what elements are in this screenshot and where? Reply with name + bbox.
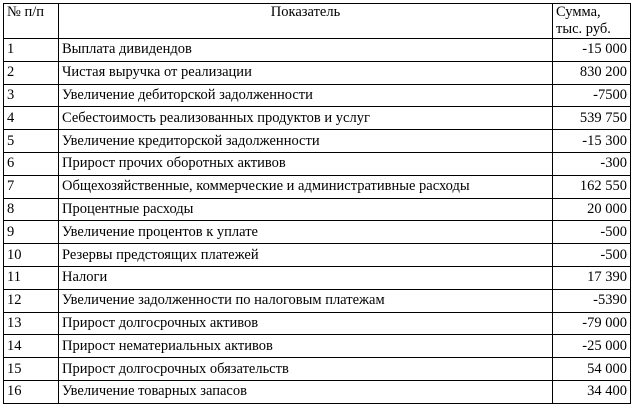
row-number: 8 xyxy=(4,198,59,221)
row-number: 10 xyxy=(4,244,59,267)
table-body xyxy=(4,39,631,404)
row-number: 16 xyxy=(4,380,59,403)
row-number: 14 xyxy=(4,335,59,358)
table-row xyxy=(4,39,631,62)
row-sum: -15 000 xyxy=(553,39,631,62)
row-number: 6 xyxy=(4,152,59,175)
table-row xyxy=(4,289,631,312)
row-number: 11 xyxy=(4,266,59,289)
header-sum-line2: тыс. руб. xyxy=(556,21,611,37)
row-indicator: Увеличение процентов к уплате xyxy=(59,221,553,244)
row-sum: -500 xyxy=(553,221,631,244)
row-sum: 162 550 xyxy=(553,175,631,198)
table-row xyxy=(4,266,631,289)
table-header-row xyxy=(4,4,631,39)
table-row xyxy=(4,107,631,130)
row-number: 13 xyxy=(4,312,59,335)
row-sum: -500 xyxy=(553,244,631,267)
row-indicator: Чистая выручка от реализации xyxy=(59,61,553,84)
row-number: 3 xyxy=(4,84,59,107)
row-number: 4 xyxy=(4,107,59,130)
row-number: 1 xyxy=(4,39,59,62)
row-sum: 539 750 xyxy=(553,107,631,130)
table-row xyxy=(4,175,631,198)
row-indicator: Увеличение товарных запасов xyxy=(59,380,553,403)
row-indicator: Прирост долгосрочных обязательств xyxy=(59,358,553,381)
header-sum xyxy=(553,4,631,39)
table-row xyxy=(4,130,631,153)
row-number: 2 xyxy=(4,61,59,84)
table-row xyxy=(4,244,631,267)
row-indicator: Выплата дивидендов xyxy=(59,39,553,62)
row-indicator: Резервы предстоящих платежей xyxy=(59,244,553,267)
header-number: № п/п xyxy=(4,4,59,39)
indicators-table xyxy=(3,3,631,404)
table-row xyxy=(4,84,631,107)
row-indicator: Увеличение кредиторской задолженности xyxy=(59,130,553,153)
row-sum: -79 000 xyxy=(553,312,631,335)
table-row xyxy=(4,221,631,244)
row-sum: 34 400 xyxy=(553,380,631,403)
row-sum: -5390 xyxy=(553,289,631,312)
row-indicator: Прирост нематериальных активов xyxy=(59,335,553,358)
row-sum: 830 200 xyxy=(553,61,631,84)
table-row xyxy=(4,312,631,335)
row-sum: 54 000 xyxy=(553,358,631,381)
row-indicator: Процентные расходы xyxy=(59,198,553,221)
row-sum: -300 xyxy=(553,152,631,175)
row-indicator: Увеличение задолженности по налоговым платежам xyxy=(59,289,553,312)
row-sum: -7500 xyxy=(553,84,631,107)
row-sum: 20 000 xyxy=(553,198,631,221)
row-indicator: Общехозяйственные, коммерческие и административные расходы xyxy=(59,175,553,198)
row-number: 9 xyxy=(4,221,59,244)
header-indicator: Показатель xyxy=(59,4,553,39)
table-row xyxy=(4,335,631,358)
row-indicator: Прирост прочих оборотных активов xyxy=(59,152,553,175)
table-row xyxy=(4,358,631,381)
row-sum: 17 390 xyxy=(553,266,631,289)
table-row xyxy=(4,61,631,84)
row-indicator: Налоги xyxy=(59,266,553,289)
row-indicator: Увеличение дебиторской задолженности xyxy=(59,84,553,107)
row-number: 15 xyxy=(4,358,59,381)
row-indicator: Себестоимость реализованных продуктов и услуг xyxy=(59,107,553,130)
table-row xyxy=(4,380,631,403)
row-indicator: Прирост долгосрочных активов xyxy=(59,312,553,335)
row-number: 7 xyxy=(4,175,59,198)
header-sum-line1: Сумма, xyxy=(556,4,601,20)
row-sum: -25 000 xyxy=(553,335,631,358)
row-number: 5 xyxy=(4,130,59,153)
row-number: 12 xyxy=(4,289,59,312)
table-row xyxy=(4,152,631,175)
row-sum: -15 300 xyxy=(553,130,631,153)
table-row xyxy=(4,198,631,221)
